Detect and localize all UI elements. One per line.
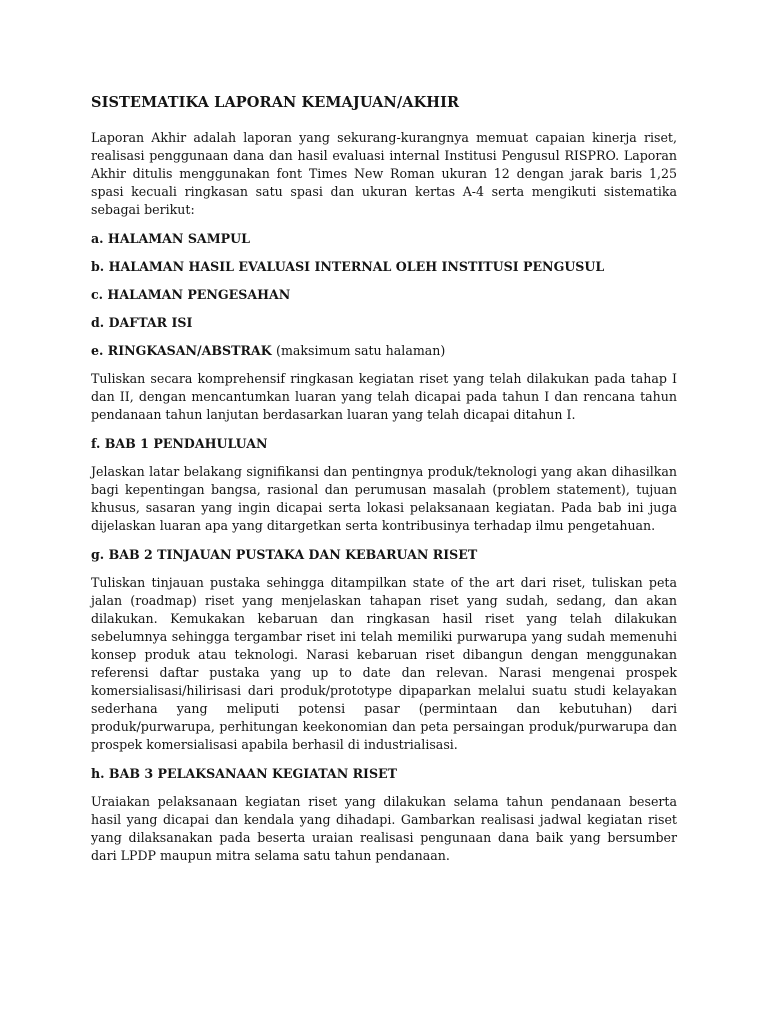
section-heading-daftar-isi: d. DAFTAR ISI	[91, 315, 193, 330]
intro-paragraph: Laporan Akhir adalah laporan yang sekurang-kurangnya memuat capaian kinerja riset, realisasi penggunaan dana dan hasil evaluasi internal Institusi Pengusul RISPRO. Laporan Akhir ditulis menggunakan font Times New Roman ukuran 12 dengan jarak baris 1,25 spasi kecuali ringkasan satu spasi dan ukuran kertas A-4 serta mengikuti sistematika sebagai berikut:	[91, 130, 677, 217]
section-heading-halaman-sampul: a. HALAMAN SAMPUL	[91, 231, 250, 246]
section-heading-bab2: g. BAB 2 TINJAUAN PUSTAKA DAN KEBARUAN RISET	[91, 547, 478, 562]
ringkasan-paragraph: Tuliskan secara komprehensif ringkasan kegiatan riset yang telah dilakukan pada tahap I dan II, dengan mencantumkan luaran yang telah dicapai pada tahun I dan rencana tahun pendanaan tahun lanjutan berdasarkan luaran yang telah dicapai ditahun I.	[91, 371, 677, 422]
section-heading-ringkasan	[91, 342, 677, 360]
section-heading-bab3: h. BAB 3 PELAKSANAAN KEGIATAN RISET	[91, 766, 398, 781]
section-heading-pengesahan: c. HALAMAN PENGESAHAN	[91, 287, 291, 302]
bab1-paragraph: Jelaskan latar belakang signifikansi dan pentingnya produk/teknologi yang akan dihasilkan bagi kepentingan bangsa, rasional dan perumusan masalah (problem statement), tujuan khusus, sasaran yang ingin dicapai serta lokasi pelaksanaan kegiatan. Pada bab ini juga dijelaskan luaran apa yang ditargetkan serta kontribusinya terhadap ilmu pengetahuan.	[91, 464, 677, 533]
ringkasan-heading-label: e. RINGKASAN/ABSTRAK	[91, 343, 272, 358]
ringkasan-heading-note: (maksimum satu halaman)	[276, 343, 446, 358]
bab2-paragraph: Tuliskan tinjauan pustaka sehingga ditampilkan state of the art dari riset, tuliskan peta jalan (roadmap) riset yang menjelaskan tahapan riset yang sudah, sedang, dan akan dilakukan. Kemukakan kebaruan dan ringkasan hasil riset yang telah dilakukan sebelumnya sehingga tergambar riset ini telah memiliki purwarupa yang sudah memenuhi konsep produk atau teknologi. Narasi kebaruan riset dibangun dengan menggunakan referensi daftar pustaka yang up to date dan relevan. Narasi mengenai prospek komersialisasi/hilirisasi dari produk/prototype dipaparkan melalui suatu studi kelayakan sederhana yang meliputi potensi pasar (permintaan dan kebutuhan) dari produk/purwarupa, perhitungan keekonomian dan peta persaingan produk/purwarupa dan prospek komersialisasi apabila berhasil di industrialisasi.	[91, 575, 677, 752]
section-heading-bab1: f. BAB 1 PENDAHULUAN	[91, 436, 268, 451]
document-title: SISTEMATIKA LAPORAN KEMAJUAN/AKHIR	[91, 94, 460, 111]
section-heading-evaluasi-internal: b. HALAMAN HASIL EVALUASI INTERNAL OLEH INSTITUSI PENGUSUL	[91, 259, 605, 274]
document-page	[91, 93, 677, 876]
bab3-paragraph: Uraiakan pelaksanaan kegiatan riset yang dilakukan selama tahun pendanaan beserta hasil yang dicapai dan kendala yang dihadapi. Gambarkan realisasi jadwal kegiatan riset yang dilaksanakan pada beserta uraian realisasi pengunaan dana baik yang bersumber dari LPDP maupun mitra selama satu tahun pendanaan.	[91, 794, 677, 863]
